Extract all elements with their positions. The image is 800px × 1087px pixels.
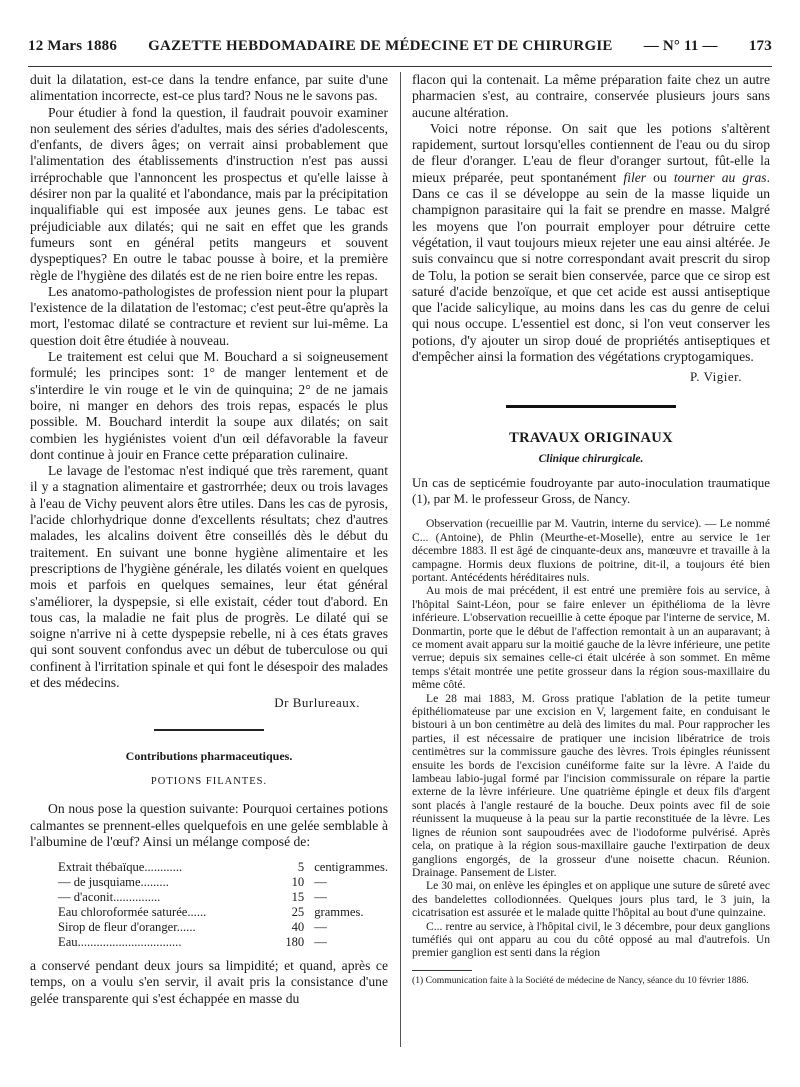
paragraph: Le lavage de l'estomac n'est indiqué que très rarement, quant il y a stagnation alimentaire et gastrorrhée; deux ou trois lavages à l'eau de Vichy peuvent alors être utiles. Dans les cas de pyrosis, l'acide chlorhydrique donne d'excellents résultats; chez d'autres malades, les alcalins doivent être conseillés dès le début du traitement. En suivant une bonne hygiène alimentaire et les prescriptions de l'hygiène générale, les dilatés voient en quelques mois et parfois en quelques semaines, leur état général s'améliorer, la dyspepsie, si elle existait, céder tout d'abord. En tous cas, la maladie ne fait plus de progrès. Le dilaté qui se soigne n'arrive ni à cette dyspepsie rebelle, ni à ces états graves qui sont souvent confondus avec un début de tuberculose ou qui confinent à l'irritation spinale et qui font le désespoir des malades et des médecins. bbox=[30, 463, 388, 690]
paragraph bbox=[412, 121, 770, 365]
section-title: Contributions pharmaceutiques. bbox=[125, 749, 293, 764]
recipe-qty: 180 bbox=[285, 935, 305, 950]
recipe-row bbox=[58, 905, 388, 920]
recipe-qty: 25 bbox=[291, 905, 305, 920]
article-title: Un cas de septicémie foudroyante par auto-inoculation traumatique (1), par M. le professeur Gross, de Nancy. bbox=[412, 475, 770, 507]
paragraph: C... rentre au service, à l'hôpital civil, le 3 décembre, pour deux ganglions tuméfiés qui ont apparu au cou du côté opposé au mal d'autrefois. Un premier ganglion est senti dans la région bbox=[412, 919, 770, 960]
paragraph: Pour étudier à fond la question, il faudrait pouvoir examiner non seulement des séries d'adultes, mais des séries d'adolescents, d'enfants, de divers âges; on verrait ainsi probablement que l'alimentation des établissements d'instruction n'est pas aussi irréprochable que l'annoncent les prospectus et qu'elle laisse à désirer non par la qualité et l'abondance, mais par la précipitation inqualifiable qui est imposée aux jeunes gens. Le tabac est préjudiciable aux dilatés; qui ne sait en effet que les grands fumeurs sont en général petits mangeurs et souvent dyspeptiques? En outre le tabac pousse à boire, et la première règle de l'hygiène des dilatés est de ne rien boire entre les repas. bbox=[30, 104, 388, 283]
paragraph: duit la dilatation, est-ce dans la tendre enfance, par suite d'une alimentation incorrecte, est-ce plus tard? Nous ne le savons pas. bbox=[30, 72, 388, 104]
recipe-qty: 15 bbox=[291, 890, 305, 905]
paragraph: a conservé pendant deux jours sa limpidité; et quand, après ce temps, on a voulu s'en servir, il avait pris la consistance d'une gelée transparente qui s'est échappée en masse du bbox=[30, 958, 388, 1006]
text-run: Voici notre réponse. On sait que les potions s'altèrent rapidement, surtout lorsqu'elles contiennent de l'eau ou du sirop de fleur d'oranger. L'eau de fleur d'oranger surtout, fût-elle la mieux préparée, peut spontanément bbox=[412, 120, 770, 185]
recipe-row bbox=[58, 935, 388, 950]
recipe-unit: — bbox=[314, 890, 327, 905]
paragraph: Le traitement est celui que M. Bouchard a si soigneusement formulé; les principes sont: 1° de manger lentement et de s'interdire le vin rouge et le vin de quinquina; 2° de ne jamais boire, ni manger en dehors des trois repas, espacés le plus possible. M. Bouchard interdit la soupe aux dilatés; on sait combien les hygiénistes voient d'un œil défavorable la faveur dont continue à jouir en France cette préparation culinaire. bbox=[30, 349, 388, 462]
recipe-name: Eau................................. bbox=[58, 935, 182, 950]
italic-term: filer bbox=[623, 169, 647, 185]
right-column bbox=[412, 72, 770, 1069]
left-column bbox=[30, 72, 388, 1069]
paragraph: Observation (recueillie par M. Vautrin, interne du service). — Le nommé C... (Antoine), de Phlin (Meurthe-et-Moselle), entre au service le 1er décembre 1883. Il est âgé de cinquante-deux ans, manœuvre et travaille à la campagne. Hormis deux fluxions de poitrine, dit-il, a toujours été bien portant. Antécédents héréditaires nuls. bbox=[412, 517, 770, 584]
author-signature: P. Vigier. bbox=[689, 369, 742, 385]
recipe-row bbox=[58, 890, 388, 905]
paragraph: Les anatomo-pathologistes de profession nient pour la plupart l'existence de la dilatation de l'estomac; c'est peut-être qu'après la mort, l'estomac dilaté se contracture et revient sur lui-même. La question doit être étudiée à nouveau. bbox=[30, 283, 388, 348]
recipe-row bbox=[58, 875, 388, 890]
italic-term: tourner au gras bbox=[673, 169, 767, 185]
paragraph: Le 30 mai, on enlève les épingles et on applique une suture de sûreté avec des bandelettes collodionnées. Quelques jours plus tard, le 3 juin, la cicatrisation est assurée et le malade quitte l'hôpital au bout d'une quinzaine. bbox=[412, 879, 770, 920]
paragraph: Le 28 mai 1883, M. Gross pratique l'ablation de la petite tumeur épithéliomateuse par une excision en V, largement faite, en conduisant le bistouri à un bon centimètre au delà des limites du mal. Pour rapprocher les parties, il est nécessaire de pratiquer une incision libératrice de trois centimètres sur la commissure gauche des lèvres. Trois épingles réunissent ensuite les bords de l'excision cunéiforme faite sur la lèvre. A l'aide du lambeau labio-jugal formé par l'incision commissurale on répare la partie externe de la lèvre inférieure. Une quatrième épingle et deux fils d'argent sont placés à l'angle restauré de la bouche. Deux points avec fil de soie réunissent la muqueuse à la peau sur la partie reconstituée de la lèvre. Les lignes de réunion sont saupoudrées avec de l'iodoforme pulvérisé. Après cela, on pratique à la région sous-maxillaire gauche l'extirpation de deux ganglions engorgés, de la grosseur d'une noisette chacun. Réunion. Drainage. Pansement de Lister. bbox=[412, 691, 770, 879]
section-subheading: Clinique chirurgicale. bbox=[538, 453, 644, 466]
recipe-qty: 5 bbox=[297, 860, 305, 875]
recipe-unit: grammes. bbox=[314, 905, 364, 920]
recipe-row bbox=[58, 920, 388, 935]
section-heading: TRAVAUX ORIGINAUX bbox=[509, 430, 673, 447]
column-divider bbox=[400, 72, 401, 1047]
recipe-qty: 40 bbox=[291, 920, 305, 935]
header-rule bbox=[28, 66, 772, 67]
recipe-name: — d'aconit............... bbox=[58, 890, 161, 905]
paragraph: flacon qui la contenait. La même préparation faite chez un autre pharmacien s'est, au contraire, conservée plusieurs jours sans aucune altération. bbox=[412, 72, 770, 120]
header-journal-title: GAZETTE HEBDOMADAIRE DE MÉDECINE ET DE CHIRURGIE bbox=[148, 38, 613, 54]
header-page-number: 173 bbox=[748, 38, 772, 54]
author-signature: Dr Burlureaux. bbox=[274, 695, 360, 711]
recipe-unit: — bbox=[314, 875, 327, 890]
header-date: 12 Mars 1886 bbox=[28, 38, 118, 54]
footnote-rule bbox=[412, 970, 472, 971]
header-issue-number: — N° 11 — bbox=[643, 38, 718, 54]
recipe-name: Eau chloroformée saturée...... bbox=[58, 905, 207, 920]
recipe-name: Extrait thébaïque............ bbox=[58, 860, 183, 875]
paragraph: On nous pose la question suivante: Pourquoi certaines potions calmantes se prennent-elles quelquefois en une gelée semblable à l'albumine de l'œuf? Ainsi un mélange composé de: bbox=[30, 801, 388, 849]
paragraph: Au mois de mai précédent, il est entré une première fois au service, à l'hôpital Saint-Léon, pour se faire enlever un épithélioma de la lèvre inférieure. L'observation recueillie à cette époque par l'interne de service, M. Donmartin, porte que le début de l'affection remontait à un an auparavant; à ce moment avait apparu sur la moitié gauche de la lèvre inférieure, une petite verrue; depuis six semaines celle-ci était ulcérée à son sommet. En même temps s'était montrée une petite grosseur dans la région sous-maxillaire du même côté. bbox=[412, 584, 770, 692]
recipe-unit: — bbox=[314, 920, 327, 935]
recipe-table bbox=[58, 860, 388, 950]
section-subtitle: POTIONS FILANTES. bbox=[150, 776, 268, 788]
recipe-qty: 10 bbox=[291, 875, 305, 890]
text-run: ou bbox=[646, 169, 674, 185]
section-separator bbox=[154, 729, 264, 731]
text-run: . Dans ce cas il se développe au sein de la masse liquide un champignon parasitaire qui la fait se prendre en masse. Malgré les moyens que l'on pourrait employer pour détruire cette végétation, il vaut toujours mieux rejeter une eau ainsi altérée. Je suis convaincu que si notre correspondant avait prescrit du sirop de Tolu, la potion se serait bien conservée, parce que ce sirop est saturé d'acide benzoïque, et que cet acide est aussi antiseptique que l'acide salicylique, au moins dans les cas du genre de celui qui nous occupe. L'essentiel est donc, si l'on veut conserver les potions, d'y ajouter un sirop doué de propriétés antiseptiques et d'empêcher ainsi la formation des végétations cryptogamiques. bbox=[412, 169, 770, 365]
section-separator bbox=[506, 405, 676, 408]
recipe-unit: centigrammes. bbox=[314, 860, 388, 875]
recipe-unit: — bbox=[314, 935, 327, 950]
recipe-name: Sirop de fleur d'oranger...... bbox=[58, 920, 196, 935]
recipe-row bbox=[58, 860, 388, 875]
footnote: (1) Communication faite à la Société de médecine de Nancy, séance du 10 février 1886. bbox=[412, 974, 749, 986]
recipe-name: — de jusquiame......... bbox=[58, 875, 169, 890]
page-header bbox=[28, 38, 772, 62]
